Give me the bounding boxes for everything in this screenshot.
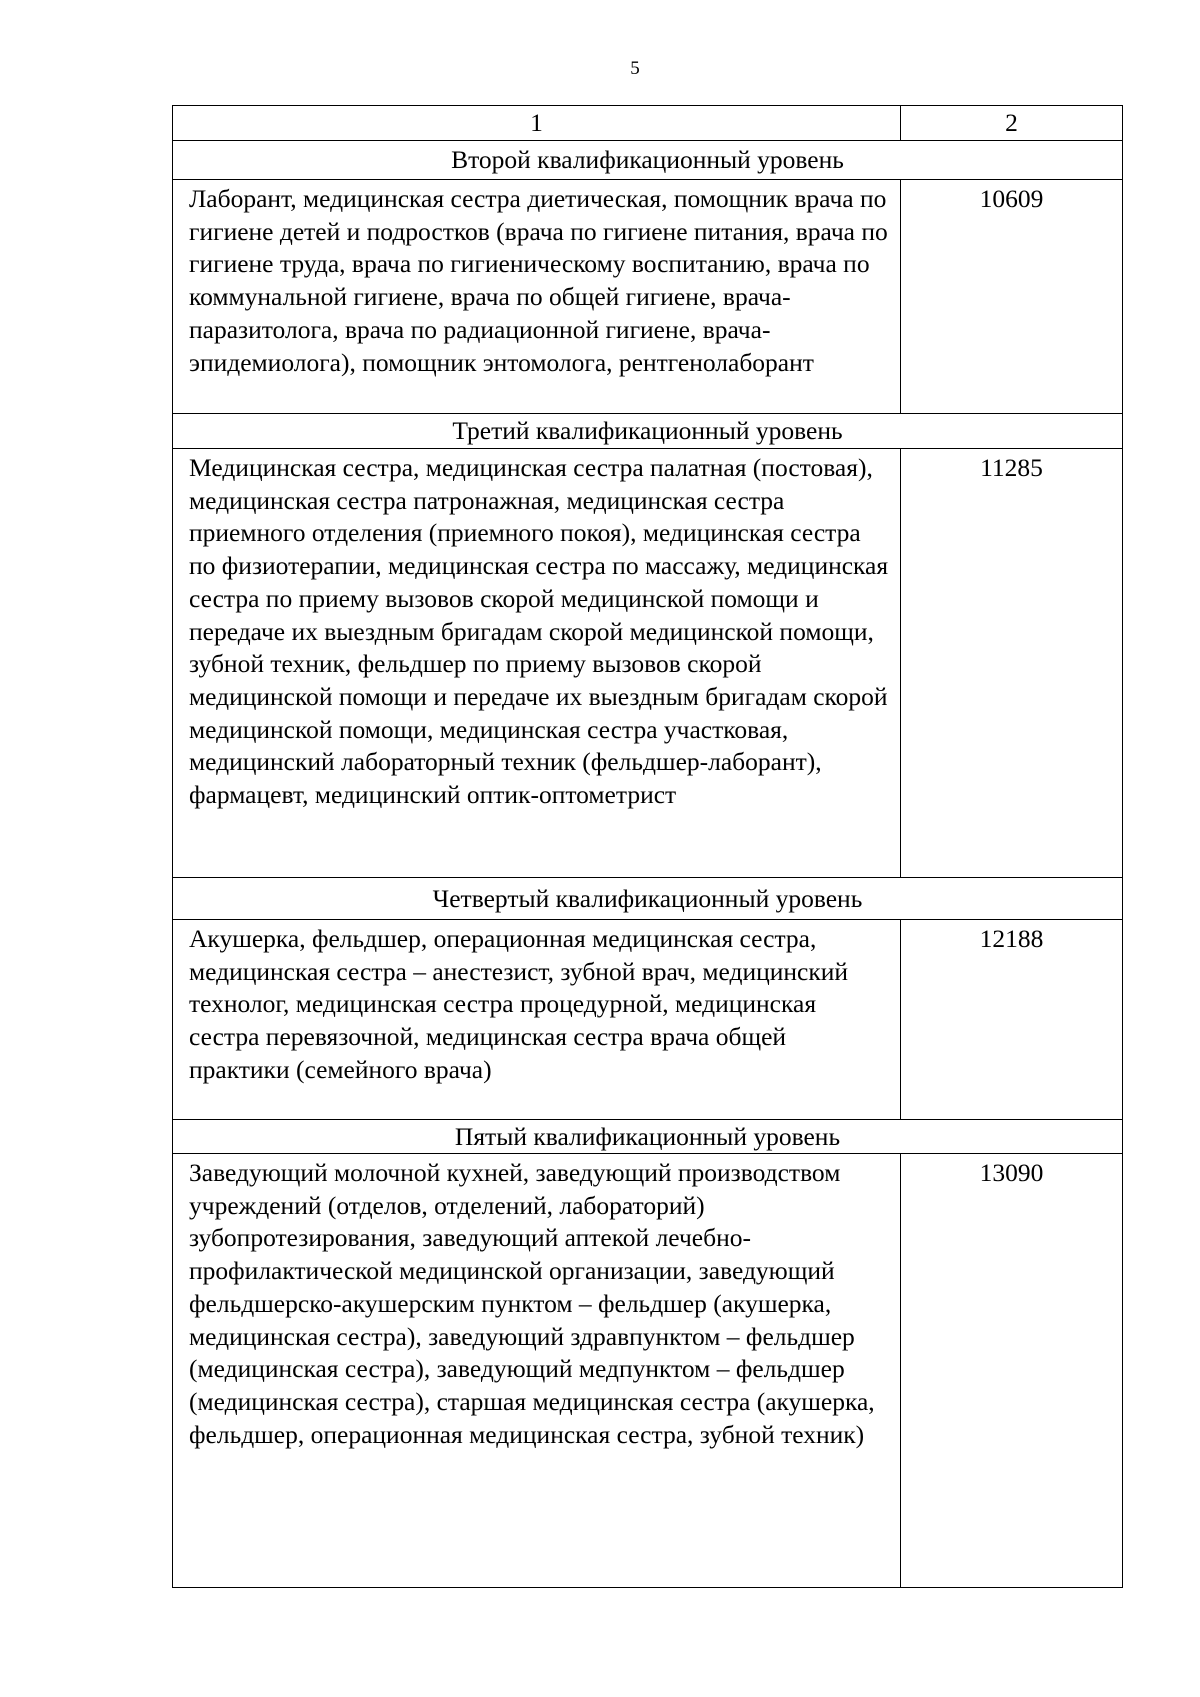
table-row [173, 1154, 1123, 1588]
positions-cell: Лаборант, медицинская сестра диетическая, помощник врача по гигиене детей и подростков (врача по гигиене питания, врача по гигиене труда, врача по гигиеническому воспитанию, врача по коммунальной гигиене, врача по общей гигиене, врача-паразитолога, врача по радиационной гигиене, врача-эпидемиолога), помощник энтомолога, рентгенолаборант [173, 180, 901, 414]
level-heading-row [173, 878, 1123, 920]
column-header-2: 2 [901, 106, 1123, 141]
value-cell: 11285 [901, 449, 1123, 878]
column-header-1: 1 [173, 106, 901, 141]
level-heading: Третий квалификационный уровень [173, 414, 1123, 449]
table-row [173, 180, 1123, 414]
table-header-row [173, 106, 1123, 141]
value-cell: 12188 [901, 920, 1123, 1120]
level-heading: Второй квалификационный уровень [173, 141, 1123, 180]
value-cell: 10609 [901, 180, 1123, 414]
page-number: 5 [630, 58, 640, 79]
level-heading: Пятый квалификационный уровень [173, 1120, 1123, 1154]
level-heading-row [173, 414, 1123, 449]
positions-cell: Заведующий молочной кухней, заведующий производством учреждений (отделов, отделений, лабораторий) зубопротезирования, заведующий аптекой лечебно-профилактической медицинской организации, заведующий фельдшерско-акушерским пунктом – фельдшер (акушерка, медицинская сестра), заведующий здравпунктом – фельдшер (медицинская сестра), заведующий медпунктом – фельдшер (медицинская сестра), старшая медицинская сестра (акушерка, фельдшер, операционная медицинская сестра, зубной техник) [173, 1154, 901, 1588]
value-cell: 13090 [901, 1154, 1123, 1588]
level-heading: Четвертый квалификационный уровень [173, 878, 1123, 920]
level-heading-row [173, 1120, 1123, 1154]
level-heading-row [173, 141, 1123, 180]
positions-cell: Акушерка, фельдшер, операционная медицинская сестра, медицинская сестра – анестезист, зубной врач, медицинский технолог, медицинская сестра процедурной, медицинская сестра перевязочной, медицинская сестра врача общей практики (семейного врача) [173, 920, 901, 1120]
table-row [173, 920, 1123, 1120]
salary-table [172, 105, 1123, 1588]
positions-cell: Медицинская сестра, медицинская сестра палатная (постовая), медицинская сестра патронажная, медицинская сестра приемного отделения (приемного покоя), медицинская сестра по физиотерапии, медицинская сестра по массажу, медицинская сестра по приему вызовов скорой медицинской помощи и передаче их выездным бригадам скорой медицинской помощи, зубной техник, фельдшер по приему вызовов скорой медицинской помощи и передаче их выездным бригадам скорой медицинской помощи, медицинская сестра участковая, медицинский лабораторный техник (фельдшер-лаборант), фармацевт, медицинский оптик-оптометрист [173, 449, 901, 878]
table-row [173, 449, 1123, 878]
